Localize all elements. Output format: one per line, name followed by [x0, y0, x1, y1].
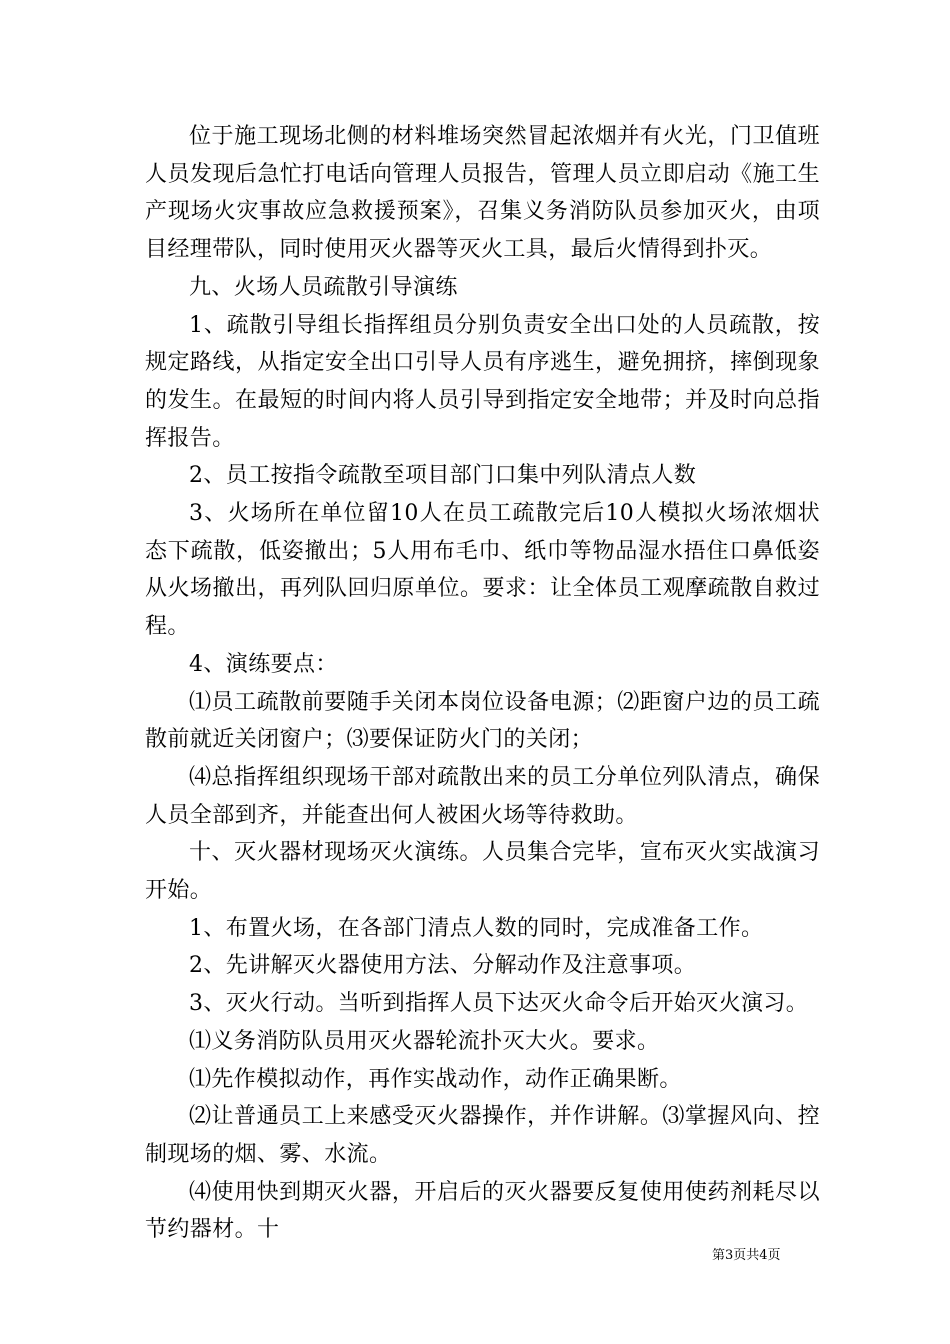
- paragraph: ⑴先作模拟动作，再作实战动作，动作正确果断。: [189, 1066, 682, 1092]
- paragraph: 3、火场所在单位留10人在员工疏散完后10人模拟火场浓烟状态下疏散，低姿撤出；5人用布毛巾、纸巾等物品湿水捂住口鼻低姿从火场撤出，再列队回归原单位。要求：让全体员工观摩疏散自救过程。: [145, 501, 820, 640]
- paragraph: ⑷总指挥组织现场干部对疏散出来的员工分单位列队清点，确保人员全部到齐，并能查出何人被困火场等待救助。: [145, 764, 820, 828]
- paragraph: 1、布置火场，在各部门清点人数的同时，完成准备工作。: [189, 915, 764, 941]
- paragraph: ⑷使用快到期灭火器，开启后的灭火器要反复使用使药剂耗尽以节约器材。十: [145, 1179, 820, 1243]
- section-heading: 九、火场人员疏散引导演练: [189, 274, 458, 300]
- paragraph: ⑴义务消防队员用灭火器轮流扑灭大火。要求。: [189, 1028, 660, 1054]
- document-body: [145, 118, 820, 1249]
- paragraph: ⑵让普通员工上来感受灭火器操作，并作讲解。⑶掌握风向、控制现场的烟、雾、水流。: [145, 1104, 820, 1167]
- paragraph: ⑴员工疏散前要随手关闭本岗位设备电源；⑵距窗户边的员工疏散前就近关闭窗户；⑶要保证防火门的关闭；: [145, 689, 820, 753]
- paragraph: 1、疏散引导组长指挥组员分别负责安全出口处的人员疏散，按规定路线，从指定安全出口引导人员有序逃生，避免拥挤，摔倒现象的发生。在最短的时间内将人员引导到指定安全地带；并及时向总指挥报告。: [145, 312, 820, 451]
- paragraph: 2、先讲解灭火器使用方法、分解动作及注意事项。: [189, 953, 697, 979]
- paragraph: 位于施工现场北侧的材料堆场突然冒起浓烟并有火光，门卫值班人员发现后急忙打电话向管理人员报告，管理人员立即启动《施工生产现场火灾事故应急救援预案》，召集义务消防队员参加灭火，由项目经理带队，同时使用灭火器等灭火工具，最后火情得到扑灭。: [145, 124, 820, 263]
- paragraph: 3、灭火行动。当听到指挥人员下达灭火命令后开始灭火演习。: [189, 991, 809, 1017]
- page-number-footer: 第3页共4页: [712, 1248, 781, 1263]
- section-heading: 十、灭火器材现场灭火演练。人员集合完毕，宣布灭火实战演习开始。: [145, 840, 820, 904]
- paragraph: 2、员工按指令疏散至项目部门口集中列队清点人数: [189, 463, 697, 489]
- paragraph: 4、演练要点：: [189, 651, 338, 677]
